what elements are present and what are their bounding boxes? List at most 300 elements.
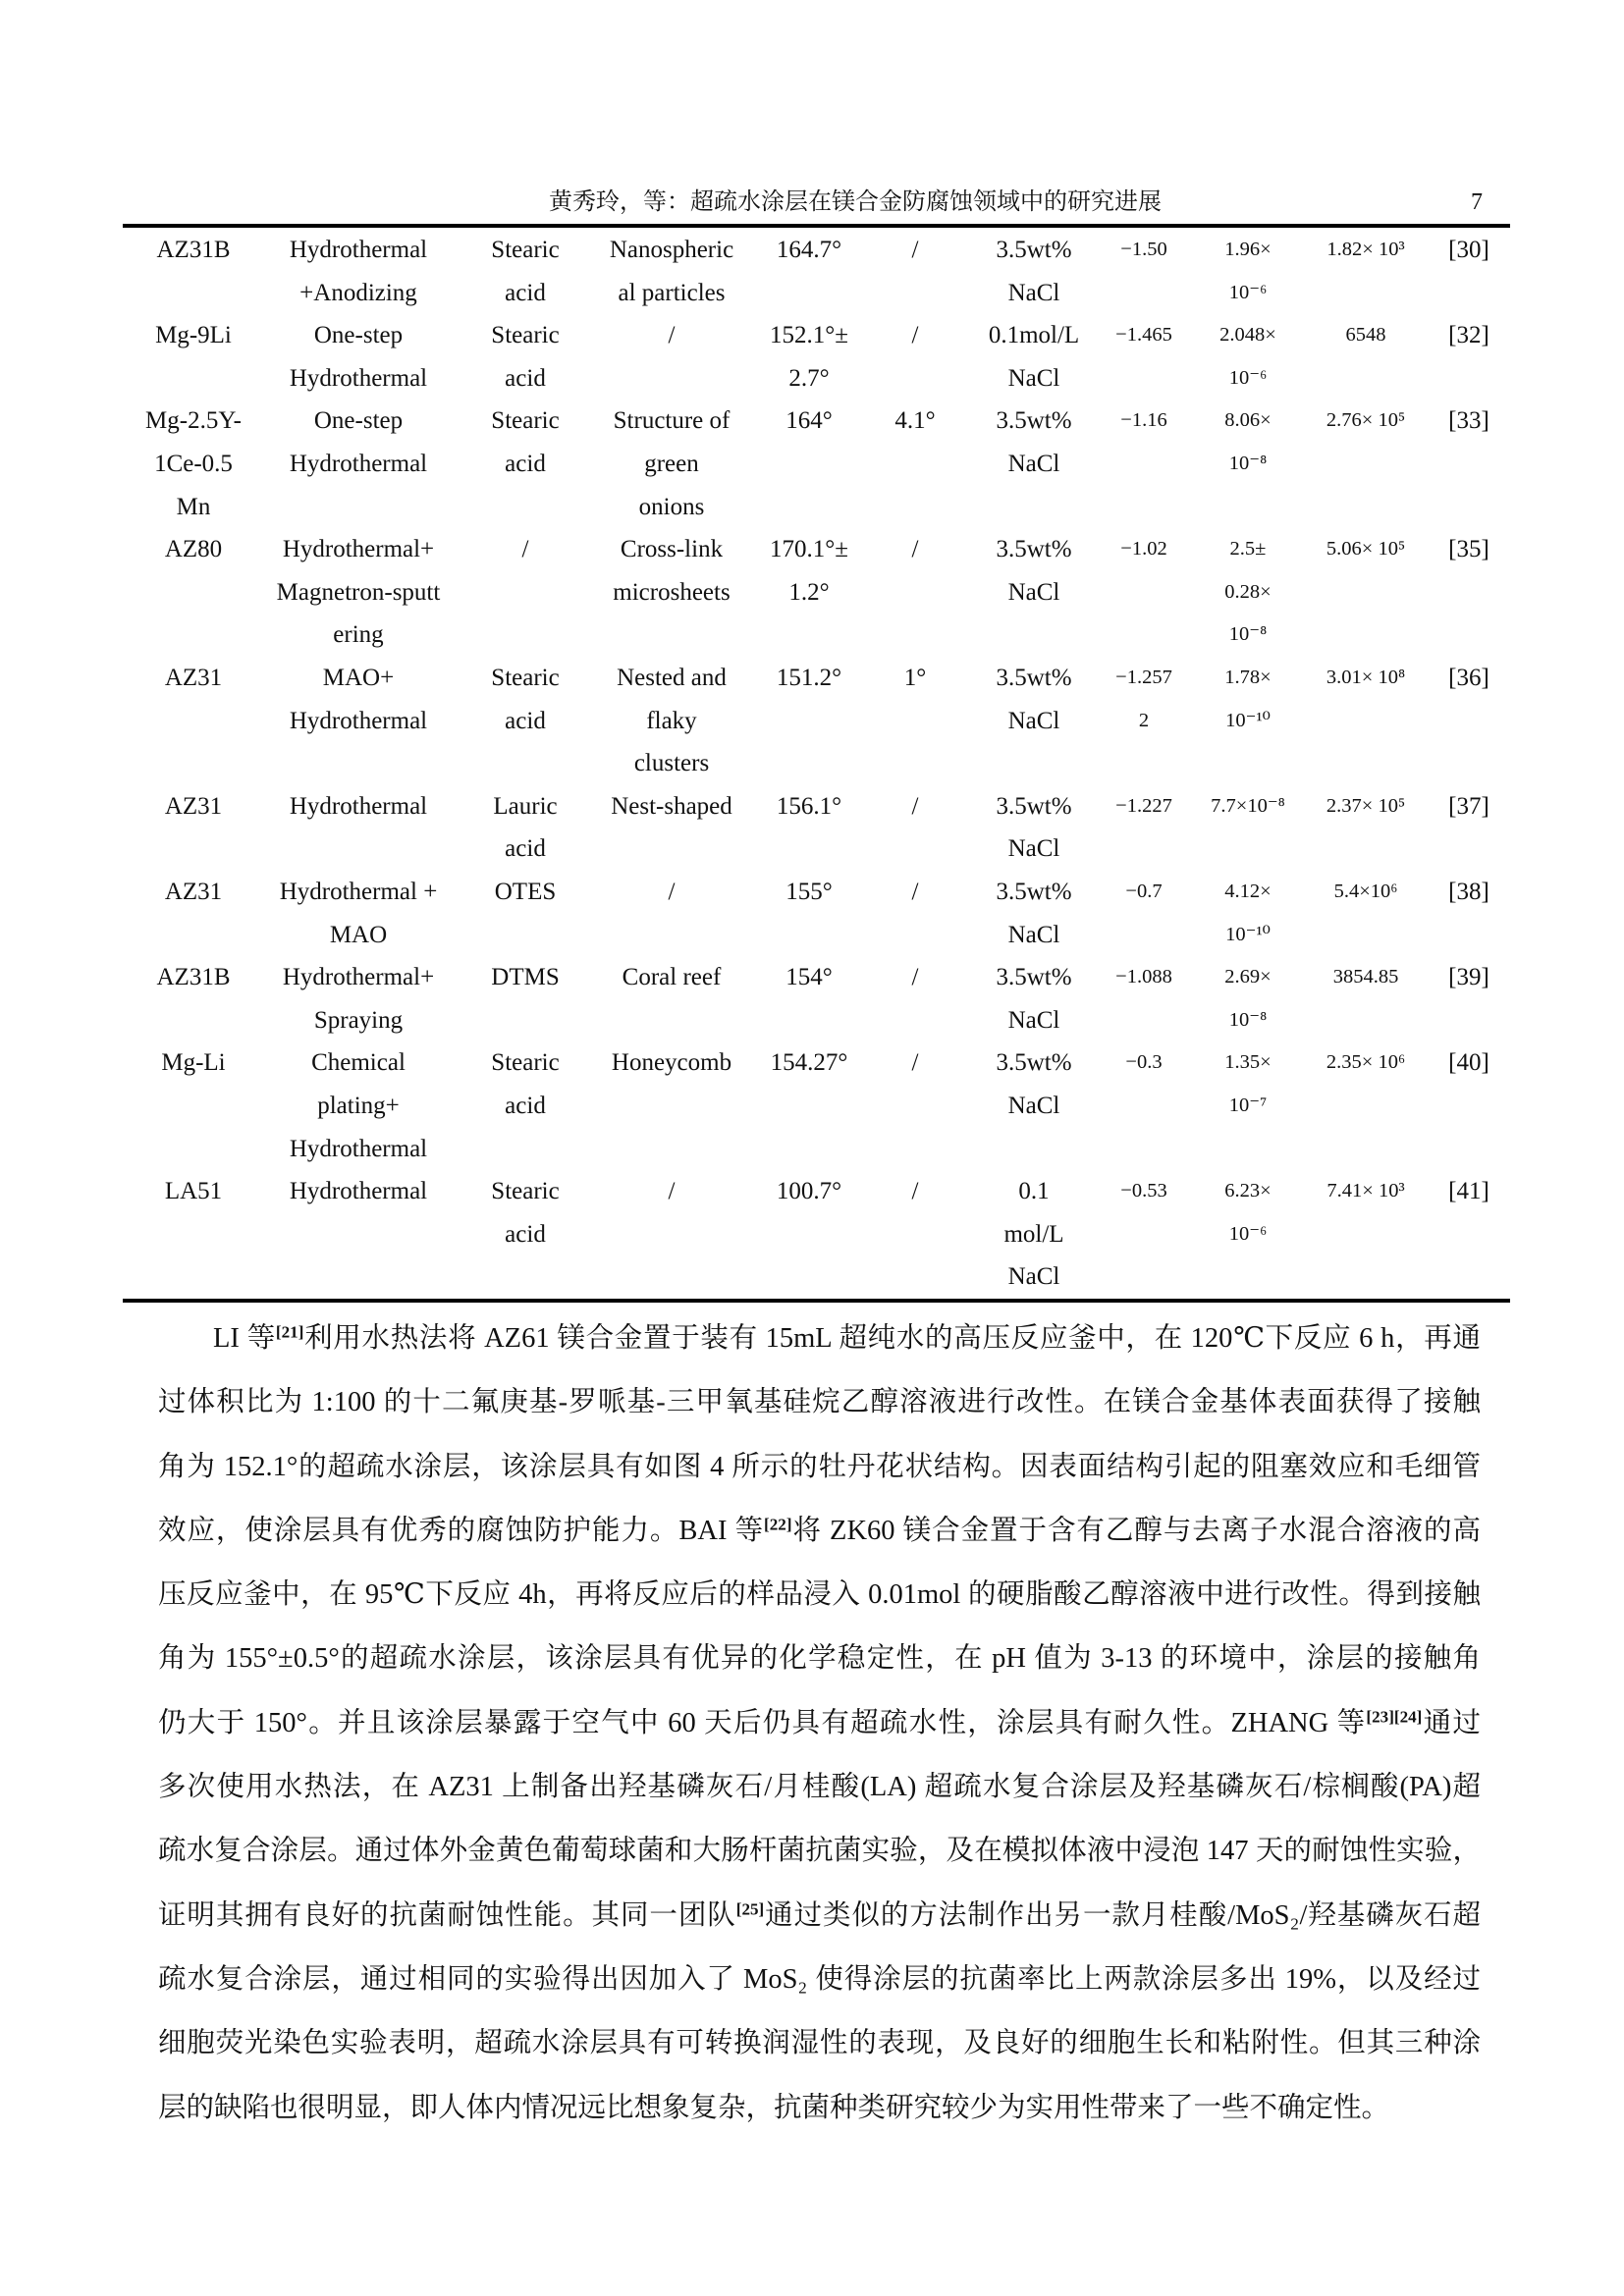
cell-contact-angle: [770, 314, 848, 400]
table-row: [0, 1170, 1624, 1299]
cell-line: 2.69×: [1224, 966, 1272, 988]
cell-line: Structure of: [613, 407, 731, 435]
cell-line: [37]: [1448, 792, 1489, 820]
cell-reference: [1448, 956, 1489, 999]
cell-line: acid: [505, 835, 546, 863]
citation-ref: [22]: [764, 1515, 792, 1534]
cell-line: Cross-link: [620, 536, 724, 563]
cell-corrosion-current: [1224, 956, 1271, 1041]
cell-line: acid: [505, 707, 546, 734]
cell-line: Stearic: [491, 407, 560, 435]
paragraph-line: [158, 1948, 1481, 2011]
table-row: [0, 657, 1624, 785]
cell-line: 3.01× 10⁸: [1326, 666, 1406, 688]
cell-contact-angle: [771, 1041, 848, 1085]
cell-medium: [996, 229, 1071, 314]
cell-line: 1.78×: [1224, 666, 1272, 688]
cell-corrosion-potential: [1115, 657, 1172, 742]
citation-ref: [25]: [735, 1899, 765, 1919]
cell-line: onions: [638, 493, 705, 520]
cell-line: AZ31: [164, 792, 223, 820]
cell-line: [33]: [1448, 407, 1489, 435]
text-run: 利用水热法将 AZ61 镁合金置于装有 15mL 超纯水的高压反应釜中，在 120℃下反应 6 h，再通: [303, 1323, 1481, 1354]
cell-line: [40]: [1448, 1049, 1489, 1077]
cell-reference: [1448, 1170, 1489, 1213]
cell-sliding-angle: [912, 1170, 919, 1213]
cell-line: OTES: [494, 878, 557, 905]
data-table: [0, 229, 1624, 1299]
cell-line: /: [668, 322, 676, 349]
cell-corrosion-current: [1224, 1041, 1271, 1127]
cell-line: AZ31: [164, 664, 223, 691]
cell-line: clusters: [633, 750, 710, 777]
cell-process: [290, 1041, 427, 1170]
cell-line: 3.5wt%: [996, 664, 1072, 691]
cell-line: 7.7×10⁻⁸: [1211, 794, 1285, 817]
cell-corrosion-current: [1224, 229, 1271, 314]
cell-sliding-angle: [912, 528, 919, 571]
cell-line: 156.1°: [776, 792, 842, 820]
cell-medium: [996, 956, 1071, 1041]
cell-line: 3.5wt%: [996, 407, 1072, 435]
cell-corrosion-potential: [1120, 1170, 1166, 1213]
cell-line: 170.1°±: [770, 536, 848, 563]
cell-line: 3.5wt%: [996, 792, 1072, 820]
text-run: 证明其拥有良好的抗菌耐蚀性能。其同一团队: [158, 1899, 736, 1931]
table-row: [0, 871, 1624, 956]
cell-contact-angle: [777, 657, 841, 700]
cell-line: Mg-9Li: [155, 322, 232, 349]
cell-line: 154°: [785, 964, 833, 991]
cell-material: [145, 400, 242, 528]
cell-line: 4.1°: [894, 407, 936, 435]
table-row: [0, 229, 1624, 314]
cell-line: MAO+: [322, 664, 395, 691]
cell-line: /: [911, 237, 919, 263]
cell-line: Stearic: [491, 664, 560, 691]
cell-modifier: [491, 400, 559, 485]
cell-line: MAO: [329, 921, 388, 948]
cell-reference: [1448, 314, 1489, 357]
cell-line: 1.82× 10³: [1326, 239, 1405, 260]
cell-line: Coral reef: [622, 964, 722, 991]
table-bottom-rule: [123, 1299, 1510, 1303]
cell-resistance: [1326, 785, 1405, 828]
cell-line: Stearic: [491, 1178, 560, 1205]
cell-modifier: [491, 1170, 559, 1255]
cell-medium: [996, 657, 1071, 742]
table-row: [0, 314, 1624, 400]
cell-line: Stearic: [491, 322, 560, 349]
cell-line: −1.465: [1115, 324, 1172, 347]
cell-line: [35]: [1448, 536, 1489, 563]
cell-line: −1.16: [1120, 409, 1167, 432]
cell-reference: [1448, 871, 1489, 914]
cell-material: [165, 657, 222, 700]
cell-line: 3.5wt%: [996, 237, 1072, 263]
cell-resistance: [1346, 314, 1386, 357]
cell-reference: [1448, 785, 1489, 828]
cell-resistance: [1326, 400, 1405, 443]
cell-line: 1.2°: [788, 578, 830, 606]
text-run: LI 等: [213, 1323, 276, 1354]
cell-line: AZ31B: [156, 237, 231, 263]
cell-line: Hydrothermal: [289, 237, 428, 263]
cell-line: +Anodizing: [299, 279, 417, 306]
cell-corrosion-potential: [1125, 871, 1162, 914]
cell-line: 2.76× 10⁵: [1326, 409, 1406, 432]
cell-sliding-angle: [912, 1041, 919, 1085]
text-run: 过体积比为 1:100 的十二氟庚基-罗哌基-三甲氧基硅烷乙醇溶液进行改性。在镁合金基体表面获得了接触: [158, 1387, 1481, 1418]
text-run: 细胞荧光染色实验表明，超疏水涂层具有可转换润湿性的表现，及良好的细胞生长和粘附性。但其三种涂: [158, 2028, 1481, 2059]
cell-morphology: [610, 229, 733, 314]
cell-line: Hydrothermal: [289, 792, 428, 820]
cell-line: Stearic: [491, 1049, 560, 1077]
cell-line: 1Ce-0.5: [154, 450, 233, 477]
cell-line: green: [644, 450, 699, 477]
cell-line: Stearic: [491, 237, 560, 263]
cell-material: [165, 1170, 222, 1213]
cell-resistance: [1326, 1170, 1404, 1213]
cell-line: acid: [505, 279, 546, 306]
cell-corrosion-potential: [1115, 314, 1172, 357]
table-row: [0, 956, 1624, 1041]
cell-line: 2.37× 10⁵: [1326, 794, 1406, 817]
cell-modifier: [491, 1041, 559, 1127]
cell-line: AZ31B: [156, 964, 231, 991]
cell-line: −1.02: [1120, 538, 1167, 561]
cell-corrosion-potential: [1115, 956, 1172, 999]
cell-line: 0.28×: [1224, 580, 1272, 603]
text-run: 仍大于 150°。并且该涂层暴露于空气中 60 天后仍具有超疏水性，涂层具有耐久性。ZHANG 等: [158, 1707, 1367, 1738]
cell-line: −0.7: [1125, 880, 1163, 902]
text-run: 角为 152.1°的超疏水涂层，该涂层具有如图 4 所示的牡丹花状结构。因表面结构引起的阻塞效应和毛细管: [158, 1451, 1481, 1482]
cell-line: −0.53: [1120, 1180, 1167, 1202]
text-run: 多次使用水热法，在 AZ31 上制备出羟基磷灰石/月桂酸(LA) 超疏水复合涂层及羟基磷灰石/棕榈酸(PA)超: [158, 1772, 1481, 1803]
cell-line: acid: [505, 1092, 546, 1119]
cell-line: Mg-2.5Y-: [145, 407, 242, 435]
cell-line: NaCl: [1007, 578, 1060, 606]
cell-line: −1.227: [1115, 794, 1172, 817]
cell-contact-angle: [777, 785, 841, 828]
cell-line: /: [668, 878, 676, 905]
cell-line: 10⁻⁸: [1228, 623, 1268, 646]
cell-corrosion-current: [1224, 1170, 1271, 1255]
cell-line: Chemical: [311, 1049, 406, 1077]
cell-corrosion-current: [1224, 657, 1271, 742]
cell-line: 6548: [1345, 324, 1386, 347]
cell-line: 164°: [785, 407, 833, 435]
cell-material: [165, 785, 222, 828]
cell-line: Hydrothermal: [289, 450, 428, 477]
cell-contact-angle: [777, 1170, 841, 1213]
cell-sliding-angle: [894, 400, 935, 443]
text-run: 疏水复合涂层，通过相同的实验得出因加入了 MoS₂ 使得涂层的抗菌率比上两款涂层多出 19%，以及经过: [158, 1963, 1481, 1995]
cell-line: 8.06×: [1224, 409, 1272, 432]
cell-process: [277, 528, 441, 657]
cell-sliding-angle: [904, 657, 927, 700]
paragraph-line: [158, 1819, 1481, 1883]
cell-line: 1.35×: [1224, 1051, 1272, 1074]
body-paragraph: [158, 1307, 1481, 2140]
cell-line: DTMS: [491, 964, 560, 991]
cell-line: 5.06× 10⁵: [1326, 538, 1406, 561]
cell-line: /: [911, 322, 919, 349]
cell-line: One-step: [313, 407, 404, 435]
cell-material: [165, 871, 222, 914]
paragraph-line: [158, 1435, 1481, 1499]
cell-process: [283, 956, 434, 1041]
cell-line: AZ80: [164, 536, 223, 563]
cell-line: One-step: [313, 322, 404, 349]
cell-line: al particles: [618, 279, 726, 306]
cell-process: [290, 314, 427, 400]
cell-line: 3.5wt%: [996, 1049, 1072, 1077]
cell-material: [157, 229, 231, 272]
cell-line: /: [911, 792, 919, 820]
cell-line: 2: [1138, 709, 1150, 731]
cell-line: 2.7°: [788, 364, 830, 392]
cell-reference: [1448, 1041, 1489, 1085]
cell-corrosion-current: [1211, 785, 1285, 828]
cell-resistance: [1326, 528, 1405, 571]
cell-line: 1.96×: [1224, 239, 1272, 260]
cell-line: Hydrothermal+: [282, 536, 435, 563]
cell-medium: [996, 528, 1071, 614]
cell-line: LA51: [164, 1178, 223, 1205]
cell-line: NaCl: [1007, 364, 1060, 392]
cell-line: acid: [505, 450, 546, 477]
cell-morphology: [612, 1041, 731, 1085]
cell-line: [39]: [1448, 964, 1489, 991]
cell-line: AZ31: [164, 878, 223, 905]
cell-line: acid: [505, 364, 546, 392]
table-row: [0, 785, 1624, 871]
cell-line: 10⁻⁶: [1228, 1222, 1268, 1245]
table-row: [0, 400, 1624, 528]
cell-modifier: [491, 314, 559, 400]
text-run: 通过: [1422, 1707, 1481, 1738]
text-run: 角为 155°±0.5°的超疏水涂层，该涂层具有优异的化学稳定性，在 pH 值为 3-13 的环境中，涂层的接触角: [158, 1643, 1481, 1675]
cell-line: 10⁻¹⁰: [1225, 709, 1271, 731]
cell-morphology: [623, 956, 722, 999]
cell-reference: [1448, 400, 1489, 443]
cell-line: 10⁻⁶: [1228, 366, 1268, 389]
cell-line: 3.5wt%: [996, 964, 1072, 991]
cell-resistance: [1326, 229, 1404, 272]
cell-material: [155, 314, 232, 357]
paragraph-line: [158, 1884, 1481, 1948]
cell-reference: [1448, 528, 1489, 571]
cell-medium: [1003, 1170, 1063, 1299]
cell-line: 100.7°: [776, 1178, 842, 1205]
cell-sliding-angle: [912, 314, 919, 357]
running-title: 黄秀玲，等：超疏水涂层在镁合金防腐蚀领域中的研究进展: [549, 189, 1162, 215]
cell-contact-angle: [770, 528, 848, 614]
cell-line: NaCl: [1007, 921, 1060, 948]
cell-line: 10⁻⁸: [1228, 452, 1268, 474]
paragraph-line: [158, 2011, 1481, 2075]
paragraph-line: [158, 2076, 1481, 2140]
cell-corrosion-potential: [1120, 528, 1166, 571]
cell-line: NaCl: [1007, 450, 1060, 477]
cell-reference: [1448, 229, 1489, 272]
text-run: 层的缺陷也很明显，即人体内情况远比想象复杂，抗菌种类研究较少为实用性带来了一些不确定性。: [158, 2092, 1390, 2123]
cell-line: /: [668, 1178, 676, 1205]
cell-material: [161, 1041, 225, 1085]
cell-morphology: [669, 871, 676, 914]
cell-line: −1.257: [1115, 666, 1172, 688]
cell-line: flaky: [646, 707, 697, 734]
cell-morphology: [614, 400, 731, 528]
page-number: 7: [1471, 189, 1483, 215]
cell-line: 0.1mol/L: [988, 322, 1080, 349]
paragraph-line: [158, 1755, 1481, 1819]
cell-process: [280, 871, 438, 956]
cell-line: [38]: [1448, 878, 1489, 905]
cell-material: [165, 528, 222, 571]
cell-line: Mn: [176, 493, 211, 520]
cell-line: ering: [333, 621, 384, 649]
cell-line: /: [911, 536, 919, 563]
cell-line: 2.35× 10⁶: [1326, 1051, 1406, 1074]
cell-material: [157, 956, 231, 999]
cell-morphology: [669, 1170, 676, 1213]
cell-line: 154.27°: [770, 1049, 848, 1077]
citation-ref: [21]: [275, 1322, 304, 1342]
cell-modifier: [493, 785, 557, 871]
text-run: 通过类似的方法制作出另一款月桂酸/MoS₂/羟基磷灰石超: [764, 1899, 1481, 1931]
paragraph-line: [158, 1691, 1481, 1755]
text-run: 将 ZK60 镁合金置于含有乙醇与去离子水混合溶液的高: [791, 1515, 1481, 1546]
cell-contact-angle: [777, 229, 841, 272]
cell-modifier: [522, 528, 529, 571]
cell-line: /: [911, 1049, 919, 1077]
cell-line: Hydrothermal: [289, 707, 428, 734]
cell-line: 10⁻¹⁰: [1225, 923, 1271, 945]
paragraph-line: [158, 1370, 1481, 1434]
cell-sliding-angle: [912, 785, 919, 828]
cell-line: NaCl: [1007, 835, 1060, 863]
cell-corrosion-potential: [1115, 785, 1172, 828]
paragraph-line: [158, 1307, 1481, 1370]
cell-contact-angle: [785, 400, 833, 443]
cell-line: Hydrothermal: [289, 364, 428, 392]
cell-corrosion-current: [1224, 871, 1271, 956]
cell-line: 3.5wt%: [996, 536, 1072, 563]
cell-line: 3854.85: [1332, 966, 1399, 988]
cell-morphology: [613, 528, 730, 614]
cell-line: [30]: [1448, 237, 1489, 263]
cell-line: 2.5±: [1229, 538, 1267, 561]
cell-corrosion-current: [1224, 400, 1271, 485]
cell-line: 164.7°: [776, 237, 842, 263]
cell-line: 10⁻⁶: [1228, 281, 1268, 303]
table-row: [0, 528, 1624, 657]
text-run: 疏水复合涂层。通过体外金黄色葡萄球菌和大肠杆菌抗菌实验，及在模拟体液中浸泡 147 天的耐蚀性实验，: [158, 1836, 1481, 1867]
cell-line: Magnetron-sputt: [276, 578, 441, 606]
cell-morphology: [669, 314, 676, 357]
cell-resistance: [1334, 871, 1398, 914]
cell-resistance: [1333, 956, 1399, 999]
cell-process: [290, 400, 427, 485]
cell-medium: [989, 314, 1079, 400]
cell-resistance: [1326, 1041, 1405, 1085]
cell-line: 152.1°±: [770, 322, 848, 349]
cell-process: [290, 1170, 427, 1213]
cell-line: 151.2°: [776, 664, 842, 691]
cell-corrosion-potential: [1125, 1041, 1162, 1085]
cell-line: 3.5wt%: [996, 878, 1072, 905]
cell-line: 10⁻⁸: [1228, 1008, 1268, 1031]
cell-contact-angle: [785, 956, 833, 999]
cell-line: 1°: [903, 664, 927, 691]
paragraph-line: [158, 1627, 1481, 1690]
cell-modifier: [491, 229, 559, 314]
cell-morphology: [611, 785, 732, 828]
citation-ref: [23][24]: [1366, 1707, 1423, 1727]
cell-process: [290, 229, 427, 314]
cell-line: microsheets: [613, 578, 731, 606]
cell-line: NaCl: [1007, 1092, 1060, 1119]
cell-line: 2.048×: [1219, 324, 1276, 347]
cell-line: −1.088: [1115, 966, 1172, 988]
cell-process: [290, 657, 427, 742]
cell-medium: [996, 1041, 1071, 1127]
cell-line: 6.23×: [1224, 1180, 1272, 1202]
cell-line: −0.3: [1125, 1051, 1163, 1074]
cell-modifier: [495, 871, 557, 914]
cell-medium: [996, 400, 1071, 485]
cell-contact-angle: [785, 871, 833, 914]
cell-line: acid: [505, 1220, 546, 1248]
cell-line: /: [521, 536, 529, 563]
cell-medium: [996, 785, 1071, 871]
cell-medium: [996, 871, 1071, 956]
cell-line: Mg-Li: [161, 1049, 226, 1077]
cell-line: 4.12×: [1224, 880, 1272, 902]
paragraph-line: [158, 1499, 1481, 1563]
cell-line: /: [911, 964, 919, 991]
cell-line: Hydrothermal +: [279, 878, 438, 905]
cell-line: [41]: [1448, 1178, 1489, 1205]
text-run: 效应，使涂层具有优秀的腐蚀防护能力。BAI 等: [158, 1515, 765, 1546]
cell-line: NaCl: [1007, 1263, 1060, 1291]
cell-line: Nest-shaped: [611, 792, 732, 820]
cell-line: Hydrothermal: [289, 1135, 428, 1162]
cell-sliding-angle: [912, 229, 919, 272]
cell-sliding-angle: [912, 871, 919, 914]
cell-line: [36]: [1448, 664, 1489, 691]
cell-line: 7.41× 10³: [1326, 1180, 1405, 1202]
table-top-rule: [123, 224, 1510, 228]
cell-morphology: [617, 657, 727, 785]
cell-line: Spraying: [313, 1006, 404, 1034]
cell-line: NaCl: [1007, 1006, 1060, 1034]
cell-sliding-angle: [912, 956, 919, 999]
cell-line: [32]: [1448, 322, 1489, 349]
cell-reference: [1448, 657, 1489, 700]
cell-line: Nanospheric: [609, 237, 734, 263]
cell-line: mol/L: [1003, 1220, 1064, 1248]
cell-line: Hydrothermal: [289, 1178, 428, 1205]
cell-corrosion-current: [1219, 314, 1276, 400]
cell-line: Honeycomb: [611, 1049, 732, 1077]
text-run: 压反应釜中，在 95℃下反应 4h，再将反应后的样品浸入 0.01mol 的硬脂酸乙醇溶液中进行改性。得到接触: [158, 1579, 1481, 1611]
cell-modifier: [491, 956, 559, 999]
cell-corrosion-current: [1224, 528, 1271, 657]
cell-line: −1.50: [1120, 239, 1167, 260]
